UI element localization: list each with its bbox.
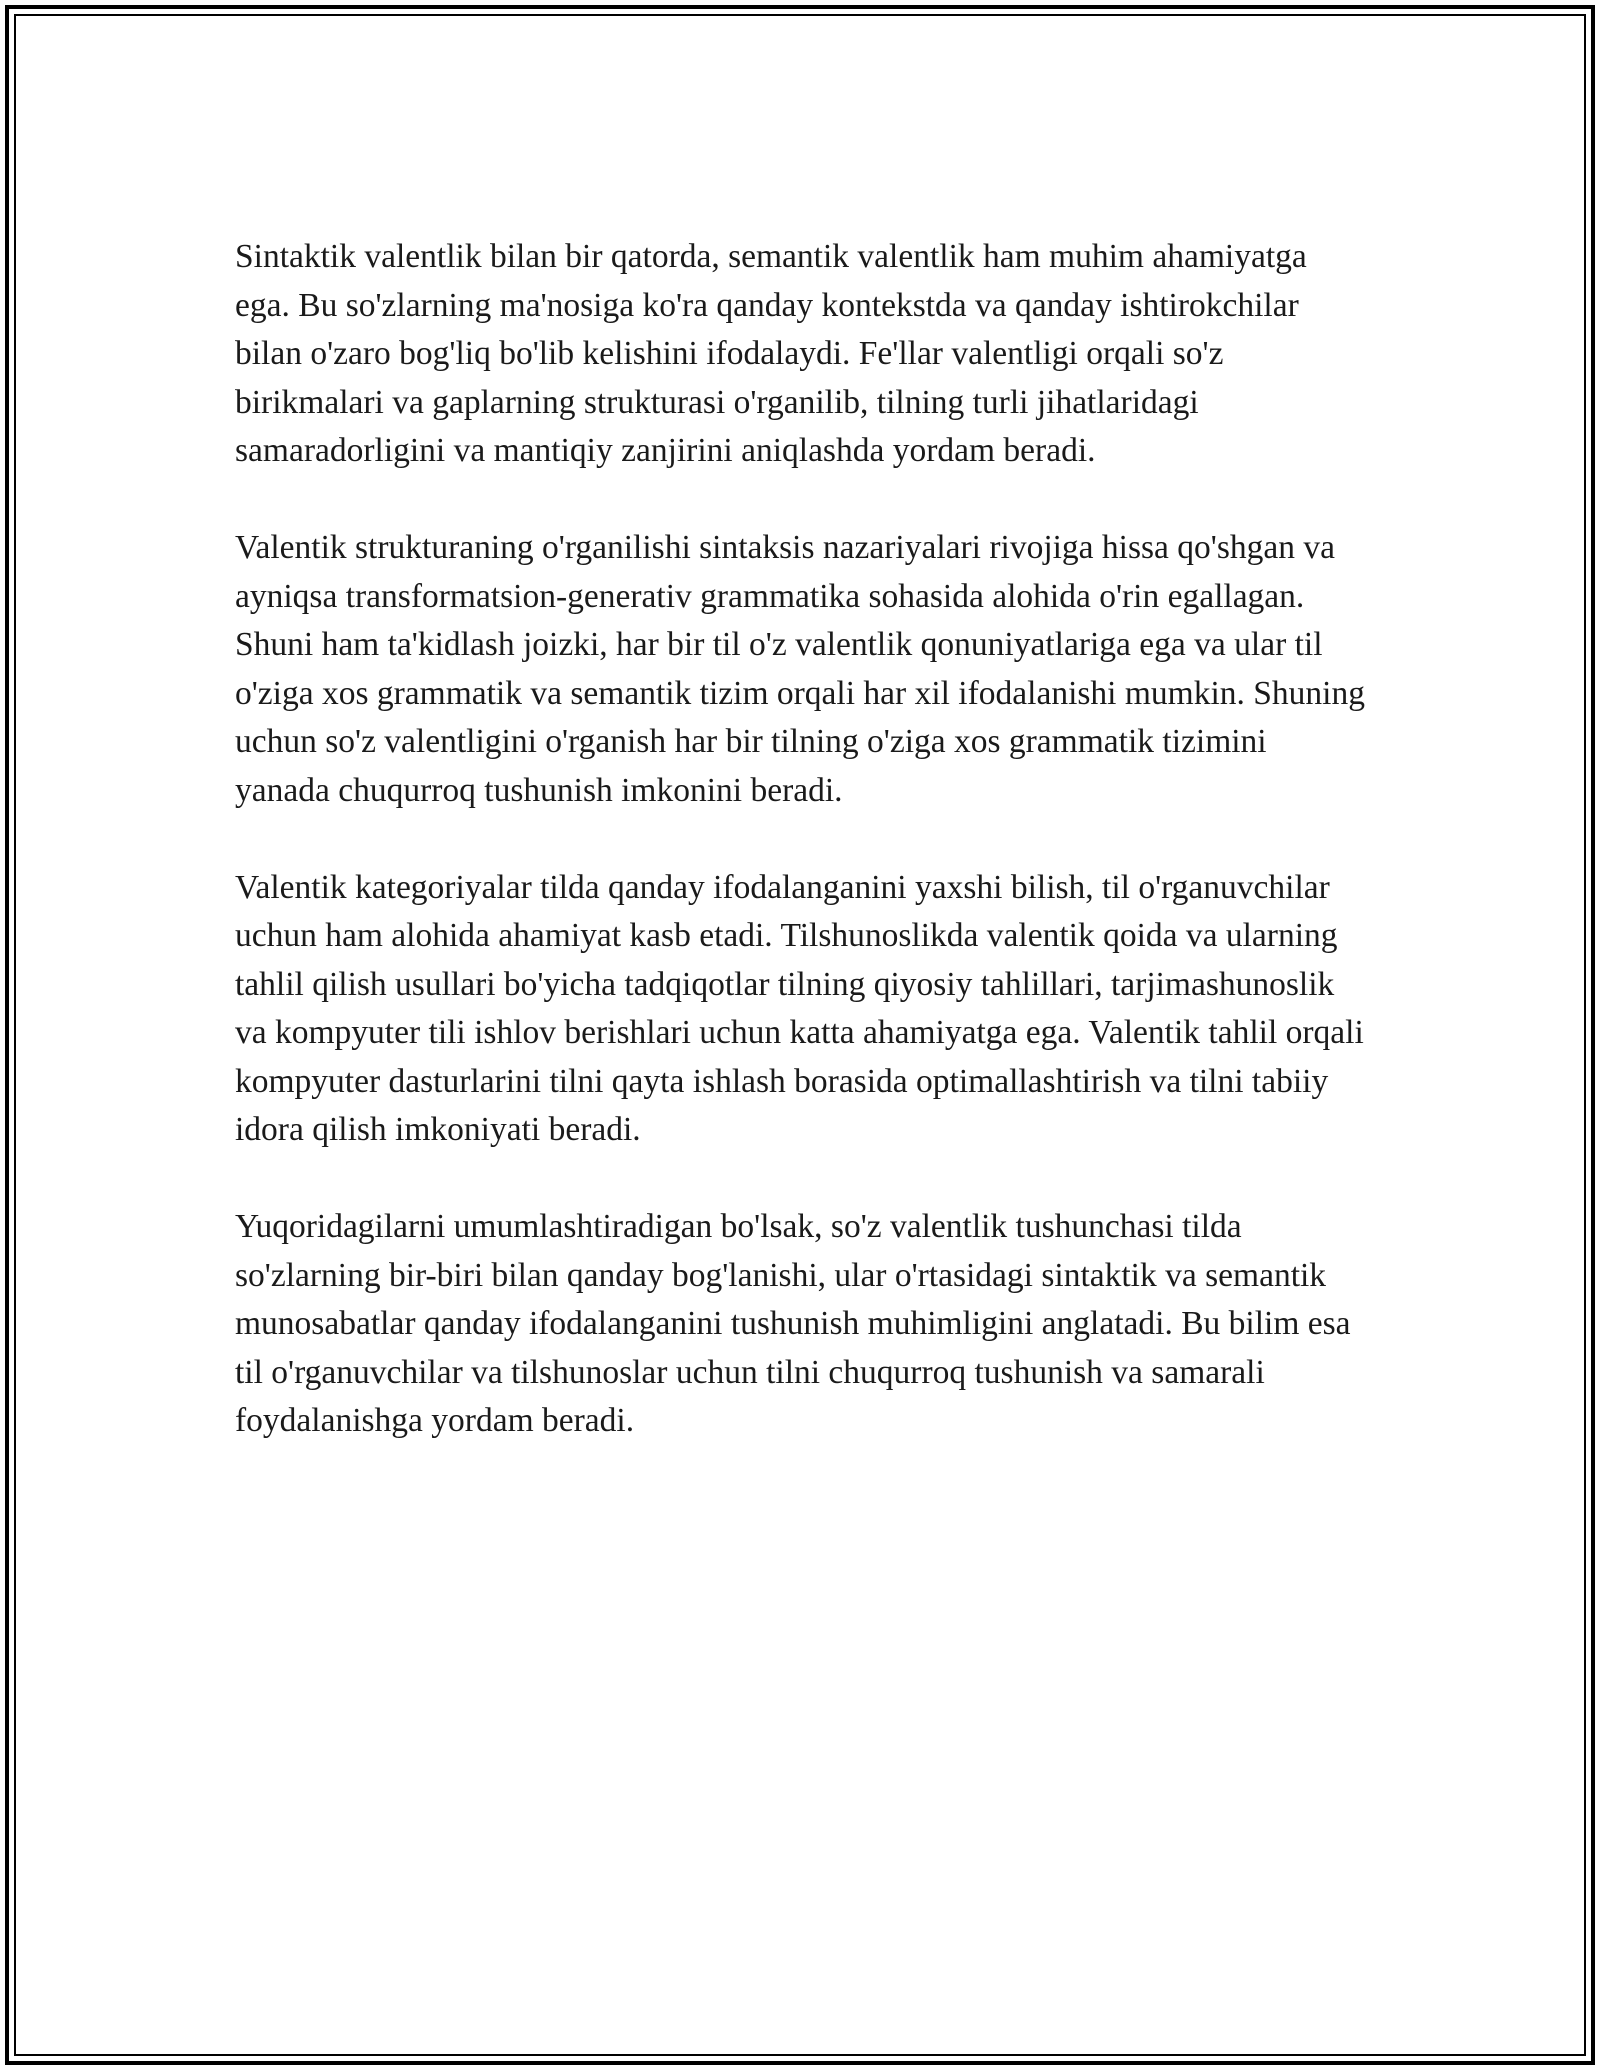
- paragraph-1: Sintaktik valentlik bilan bir qatorda, semantik valentlik ham muhim ahamiyatga ega. Bu so'zlarning ma'nosiga ko'ra qanday kontekstda va qanday ishtirokchilar bilan o'zaro bog'liq bo'lib kelishini ifodalaydi. Fe'llar valentligi orqali so'z birikmalari va gaplarning strukturasi o'rganilib, tilning turli jihatlaridagi samaradorligini va mantiqiy zanjirini aniqlashda yordam beradi.: [235, 238, 1307, 469]
- paragraph-3: Valentik kategoriyalar tilda qanday ifodalanganini yaxshi bilish, til o'rganuvchilar uchun ham alohida ahamiyat kasb etadi. Tilshunoslikda valentik qoida va ularning tahlil qilish usullari bo'yicha tadqiqotlar tilning qiyosiy tahlillari, tarjimashunoslik va kompyuter tili ishlov berishlari uchun katta ahamiyatga ega. Valentik tahlil orqali kompyuter dasturlarini tilni qayta ishlash borasida optimallashtirish va tilni tabiiy idora qilish imkoniyati beradi.: [235, 868, 1364, 1148]
- paragraph-2: Valentik strukturaning o'rganilishi sintaksis nazariyalari rivojiga hissa qo'shgan va ayniqsa transformatsion-generativ grammatika sohasida alohida o'rin egallagan. Shuni ham ta'kidlash joizki, har bir til o'z valentlik qonuniyatlariga ega va ular til o'ziga xos grammatik va semantik tizim orqali har xil ifodalanishi mumkin. Shuning uchun so'z valentligini o'rganish har bir tilning o'ziga xos grammatik tizimini yanada chuqurroq tushunish imkonini beradi.: [235, 529, 1365, 809]
- document-body: [235, 233, 1365, 1446]
- paragraph-4: Yuqoridagilarni umumlashtiradigan bo'lsak, so'z valentlik tushunchasi tilda so'zlarning bir-biri bilan qanday bog'lanishi, ular o'rtasidagi sintaktik va semantik munosabatlar qanday ifodalanganini tushunish muhimligini anglatadi. Bu bilim esa til o'rganuvchilar va tilshunoslar uchun tilni chuqurroq tushunish va samarali foydalanishga yordam beradi.: [235, 1208, 1351, 1439]
